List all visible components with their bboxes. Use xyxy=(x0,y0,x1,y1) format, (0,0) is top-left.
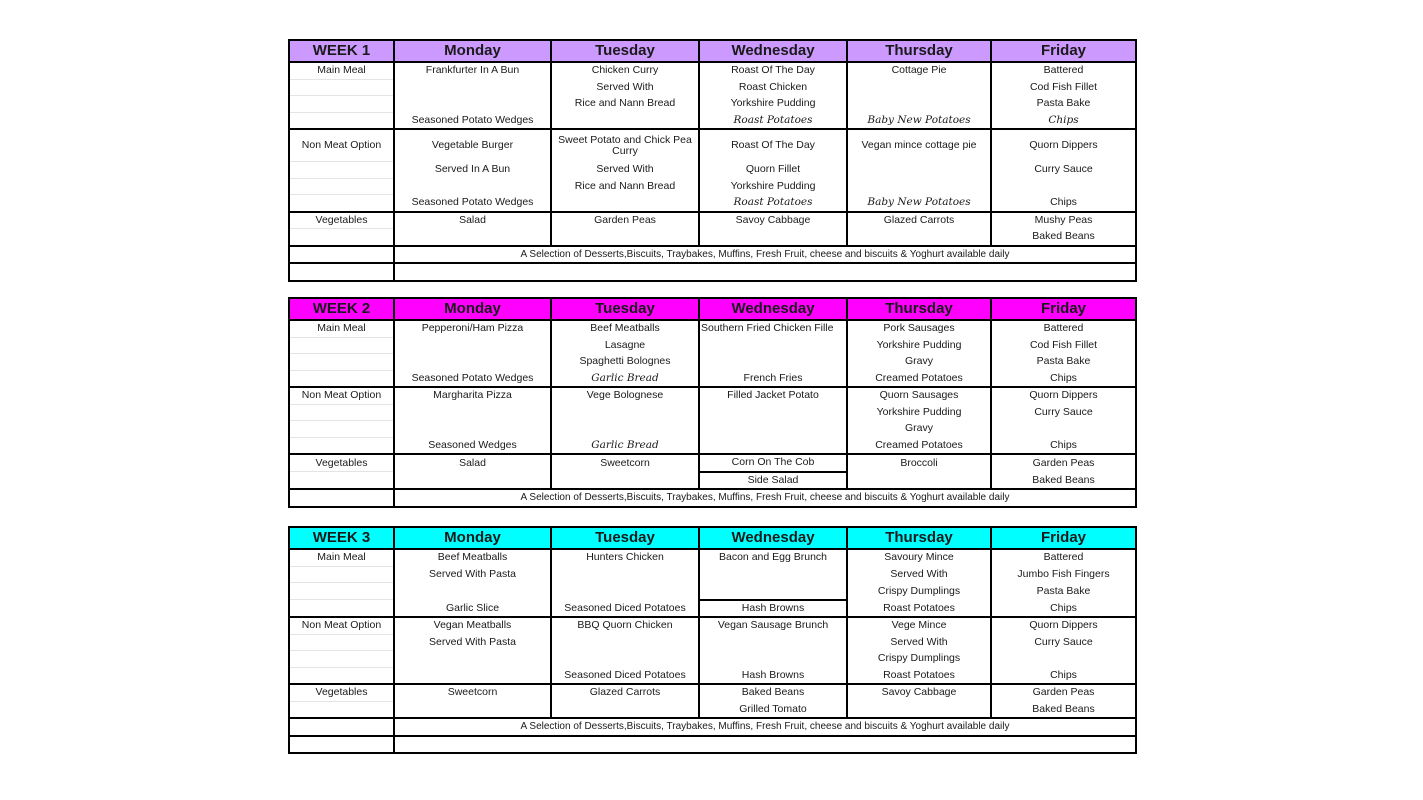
menu-cell xyxy=(551,112,699,129)
menu-cell: Hash Browns xyxy=(699,600,847,618)
menu-cell: Beef Meatballs xyxy=(551,320,699,337)
menu-cell: Lasagne xyxy=(551,337,699,354)
menu-cell xyxy=(551,566,699,583)
section-label-vegetables: Vegetables xyxy=(289,212,394,229)
menu-cell: Served With xyxy=(847,634,991,651)
menu-cell: Roast Of The Day xyxy=(699,129,847,162)
menu-cell: Served With xyxy=(551,162,699,179)
menu-cell: Curry Sauce xyxy=(991,404,1136,421)
menu-cell: Served With xyxy=(847,566,991,583)
label-cell xyxy=(289,96,394,113)
menu-cell: Garden Peas xyxy=(551,212,699,229)
menu-cell: Sweetcorn xyxy=(551,454,699,472)
main-meal-row xyxy=(289,370,1136,387)
main-meal-row xyxy=(289,62,1136,79)
menu-cell: Savoy Cabbage xyxy=(699,212,847,229)
day-header-friday: Friday xyxy=(991,298,1136,320)
menu-cell: Broccoli xyxy=(847,454,991,472)
vegetables-row xyxy=(289,212,1136,229)
main-meal-row xyxy=(289,354,1136,371)
main-meal-row xyxy=(289,583,1136,600)
section-label-non-meat: Non Meat Option xyxy=(289,387,394,404)
menu-cell: Vegan Sausage Brunch xyxy=(699,617,847,634)
menu-cell: Rice and Nann Bread xyxy=(551,178,699,195)
menu-cell: Chips xyxy=(991,667,1136,684)
menu-cell xyxy=(699,229,847,246)
desserts-row xyxy=(289,489,1136,507)
menu-cell: Roast Of The Day xyxy=(699,62,847,79)
label-cell xyxy=(289,354,394,371)
menu-cell: Vegetable Burger xyxy=(394,129,551,162)
menu-cell: Grilled Tomato xyxy=(699,701,847,718)
non-meat-row xyxy=(289,195,1136,212)
menu-cell xyxy=(847,229,991,246)
section-label-main: Main Meal xyxy=(289,549,394,566)
menu-cell xyxy=(394,701,551,718)
blank-cell xyxy=(394,736,1136,754)
menu-cell xyxy=(847,96,991,113)
label-cell xyxy=(289,263,394,281)
menu-cell xyxy=(394,421,551,438)
label-cell xyxy=(289,667,394,684)
non-meat-row xyxy=(289,129,1136,162)
menu-cell: Yorkshire Pudding xyxy=(699,178,847,195)
desserts-note: A Selection of Desserts,Biscuits, Traybakes, Muffins, Fresh Fruit, cheese and biscuits & Yoghurt available daily xyxy=(394,489,1136,507)
menu-cell: Pasta Bake xyxy=(991,354,1136,371)
label-cell xyxy=(289,178,394,195)
menu-cell: Chips xyxy=(991,437,1136,454)
label-cell xyxy=(289,489,394,507)
section-label-main: Main Meal xyxy=(289,320,394,337)
day-header-thursday: Thursday xyxy=(847,298,991,320)
week-title: WEEK 3 xyxy=(289,527,394,549)
menu-cell: Margharita Pizza xyxy=(394,387,551,404)
main-meal-row xyxy=(289,337,1136,354)
day-header-friday: Friday xyxy=(991,40,1136,62)
menu-cell xyxy=(847,162,991,179)
menu-cell: Gravy xyxy=(847,421,991,438)
label-cell xyxy=(289,634,394,651)
vegetables-row xyxy=(289,701,1136,718)
menu-cell xyxy=(551,651,699,668)
vegetables-row xyxy=(289,229,1136,246)
menu-cell: Roast Potatoes xyxy=(847,600,991,618)
menu-cell: Pork Sausages xyxy=(847,320,991,337)
main-meal-row xyxy=(289,566,1136,583)
menu-cell: Served In A Bun xyxy=(394,162,551,179)
menu-cell xyxy=(699,583,847,600)
menu-cell: Served With xyxy=(551,79,699,96)
menu-cell: Glazed Carrots xyxy=(847,212,991,229)
label-cell xyxy=(289,718,394,736)
desserts-note: A Selection of Desserts,Biscuits, Traybakes, Muffins, Fresh Fruit, cheese and biscuits & Yoghurt available daily xyxy=(394,246,1136,264)
menu-cell: Roast Potatoes xyxy=(847,667,991,684)
non-meat-row xyxy=(289,651,1136,668)
week-1-header-row xyxy=(289,40,1136,62)
menu-cell: Seasoned Wedges xyxy=(394,437,551,454)
menu-cell: Savoy Cabbage xyxy=(847,684,991,701)
desserts-row xyxy=(289,718,1136,736)
main-meal-row xyxy=(289,79,1136,96)
menu-cell xyxy=(394,354,551,371)
menu-cell: Garlic Bread xyxy=(551,370,699,387)
day-header-wednesday: Wednesday xyxy=(699,298,847,320)
menu-cell xyxy=(394,79,551,96)
blank-cell xyxy=(394,263,1136,281)
blank-row xyxy=(289,263,1136,281)
section-label-non-meat: Non Meat Option xyxy=(289,129,394,162)
label-cell xyxy=(289,246,394,264)
day-header-monday: Monday xyxy=(394,298,551,320)
menu-cell: Crispy Dumplings xyxy=(847,651,991,668)
menu-cell: Bacon and Egg Brunch xyxy=(699,549,847,566)
label-cell xyxy=(289,651,394,668)
menu-cell: Pasta Bake xyxy=(991,583,1136,600)
menu-cell xyxy=(699,354,847,371)
menu-cell xyxy=(394,178,551,195)
menu-cell: BBQ Quorn Chicken xyxy=(551,617,699,634)
day-header-thursday: Thursday xyxy=(847,40,991,62)
menu-cell: Beef Meatballs xyxy=(394,549,551,566)
non-meat-row xyxy=(289,634,1136,651)
menu-cell: Pepperoni/Ham Pizza xyxy=(394,320,551,337)
menu-cell: Roast Potatoes xyxy=(699,112,847,129)
menu-cell: Chips xyxy=(991,600,1136,618)
day-header-monday: Monday xyxy=(394,40,551,62)
menu-cell: Cod Fish Fillet xyxy=(991,337,1136,354)
label-cell xyxy=(289,404,394,421)
desserts-row xyxy=(289,246,1136,264)
menu-cell xyxy=(551,195,699,212)
menu-cell xyxy=(991,178,1136,195)
menu-cell: Battered xyxy=(991,549,1136,566)
menu-cell: Served With Pasta xyxy=(394,634,551,651)
week-3-header-row xyxy=(289,527,1136,549)
menu-cell: Curry Sauce xyxy=(991,634,1136,651)
menu-cell xyxy=(847,701,991,718)
menu-cell: Filled Jacket Potato xyxy=(699,387,847,404)
menu-cell: Baked Beans xyxy=(991,472,1136,490)
menu-cell: Served With Pasta xyxy=(394,566,551,583)
non-meat-row xyxy=(289,387,1136,404)
menu-cell: Quorn Fillet xyxy=(699,162,847,179)
week-3-table xyxy=(288,526,1137,754)
day-header-tuesday: Tuesday xyxy=(551,298,699,320)
label-cell xyxy=(289,600,394,618)
label-cell xyxy=(289,229,394,246)
menu-cell xyxy=(394,404,551,421)
menu-cell: Seasoned Potato Wedges xyxy=(394,112,551,129)
day-header-tuesday: Tuesday xyxy=(551,527,699,549)
label-cell xyxy=(289,437,394,454)
menu-cell: Quorn Dippers xyxy=(991,387,1136,404)
menu-cell: Chips xyxy=(991,370,1136,387)
day-header-monday: Monday xyxy=(394,527,551,549)
menu-cell: Creamed Potatoes xyxy=(847,437,991,454)
menu-cell xyxy=(394,667,551,684)
menu-cell: Sweet Potato and Chick Pea Curry xyxy=(551,129,699,162)
label-cell xyxy=(289,370,394,387)
menu-cell xyxy=(699,651,847,668)
day-header-wednesday: Wednesday xyxy=(699,40,847,62)
main-meal-row xyxy=(289,112,1136,129)
main-meal-row xyxy=(289,549,1136,566)
menu-cell: Vege Bolognese xyxy=(551,387,699,404)
vegetables-row xyxy=(289,684,1136,701)
week-2-table xyxy=(288,297,1137,508)
label-cell xyxy=(289,79,394,96)
menu-cell: Frankfurter In A Bun xyxy=(394,62,551,79)
section-label-vegetables: Vegetables xyxy=(289,454,394,472)
menu-cell: Side Salad xyxy=(699,472,847,490)
menu-cell: Garden Peas xyxy=(991,684,1136,701)
main-meal-row xyxy=(289,320,1136,337)
week-title: WEEK 2 xyxy=(289,298,394,320)
menu-cell xyxy=(847,178,991,195)
menu-cell: Yorkshire Pudding xyxy=(699,96,847,113)
menu-cell: Chips xyxy=(991,195,1136,212)
week-title: WEEK 1 xyxy=(289,40,394,62)
menu-cell: Chicken Curry xyxy=(551,62,699,79)
day-header-tuesday: Tuesday xyxy=(551,40,699,62)
menu-cell: Seasoned Potato Wedges xyxy=(394,370,551,387)
menu-cell xyxy=(847,472,991,490)
menu-cell: Garlic Bread xyxy=(551,437,699,454)
menu-cell: Savoury Mince xyxy=(847,549,991,566)
menu-cell xyxy=(699,404,847,421)
menu-cell: Baked Beans xyxy=(991,229,1136,246)
section-label-non-meat: Non Meat Option xyxy=(289,617,394,634)
vegetables-row xyxy=(289,454,1136,472)
menu-cell: Hash Browns xyxy=(699,667,847,684)
menu-cell: Garlic Slice xyxy=(394,600,551,618)
menu-cell: Creamed Potatoes xyxy=(847,370,991,387)
section-label-main: Main Meal xyxy=(289,62,394,79)
main-meal-row xyxy=(289,600,1136,618)
menu-cell: Mushy Peas xyxy=(991,212,1136,229)
menu-cell xyxy=(991,651,1136,668)
menu-cell: Hunters Chicken xyxy=(551,549,699,566)
menu-cell xyxy=(551,583,699,600)
menu-cell: Sweetcorn xyxy=(394,684,551,701)
label-cell xyxy=(289,421,394,438)
menu-cell: Quorn Sausages xyxy=(847,387,991,404)
menu-cell xyxy=(551,404,699,421)
menu-cell: Seasoned Diced Potatoes xyxy=(551,600,699,618)
menu-cell: Baby New Potatoes xyxy=(847,195,991,212)
menu-cell: Roast Chicken xyxy=(699,79,847,96)
menu-cell: Corn On The Cob xyxy=(699,454,847,472)
menu-cell xyxy=(699,634,847,651)
menu-cell: Jumbo Fish Fingers xyxy=(991,566,1136,583)
label-cell xyxy=(289,337,394,354)
week-1-table xyxy=(288,39,1137,282)
menu-cell xyxy=(394,651,551,668)
menu-cell: Baked Beans xyxy=(991,701,1136,718)
menu-cell: Curry Sauce xyxy=(991,162,1136,179)
label-cell xyxy=(289,472,394,490)
menu-cell: Baked Beans xyxy=(699,684,847,701)
label-cell xyxy=(289,162,394,179)
menu-cell xyxy=(699,566,847,583)
menu-cell: Quorn Dippers xyxy=(991,129,1136,162)
menu-cell xyxy=(551,229,699,246)
menu-cell xyxy=(699,337,847,354)
menu-cell: Vegan Meatballs xyxy=(394,617,551,634)
menu-cell: Quorn Dippers xyxy=(991,617,1136,634)
non-meat-row xyxy=(289,421,1136,438)
label-cell xyxy=(289,736,394,754)
menu-cell: Vege Mince xyxy=(847,617,991,634)
menu-cell xyxy=(394,337,551,354)
menu-cell xyxy=(551,701,699,718)
menu-cell xyxy=(394,472,551,490)
menu-cell: Spaghetti Bolognes xyxy=(551,354,699,371)
desserts-note: A Selection of Desserts,Biscuits, Traybakes, Muffins, Fresh Fruit, cheese and biscuits & Yoghurt available daily xyxy=(394,718,1136,736)
menu-cell xyxy=(551,421,699,438)
menu-cell: French Fries xyxy=(699,370,847,387)
menu-cell: Seasoned Diced Potatoes xyxy=(551,667,699,684)
menu-cell: Cottage Pie xyxy=(847,62,991,79)
menu-cell xyxy=(551,472,699,490)
day-header-thursday: Thursday xyxy=(847,527,991,549)
menu-cell: Salad xyxy=(394,454,551,472)
main-meal-row xyxy=(289,96,1136,113)
menu-cell: Glazed Carrots xyxy=(551,684,699,701)
menu-cell: Salad xyxy=(394,212,551,229)
non-meat-row xyxy=(289,617,1136,634)
menu-cell: Yorkshire Pudding xyxy=(847,337,991,354)
menu-cell: Vegan mince cottage pie xyxy=(847,129,991,162)
menu-cell: Battered xyxy=(991,62,1136,79)
day-header-wednesday: Wednesday xyxy=(699,527,847,549)
non-meat-row xyxy=(289,178,1136,195)
menu-cell: Garden Peas xyxy=(991,454,1136,472)
menu-cell xyxy=(551,634,699,651)
label-cell xyxy=(289,112,394,129)
menu-cell xyxy=(394,583,551,600)
menu-cell: Cod Fish Fillet xyxy=(991,79,1136,96)
menu-cell xyxy=(394,96,551,113)
non-meat-row xyxy=(289,667,1136,684)
vegetables-row xyxy=(289,472,1136,490)
menu-cell xyxy=(699,421,847,438)
menu-cell: Pasta Bake xyxy=(991,96,1136,113)
menu-cell: Seasoned Potato Wedges xyxy=(394,195,551,212)
menu-cell: Battered xyxy=(991,320,1136,337)
menu-cell: Roast Potatoes xyxy=(699,195,847,212)
menu-cell: Southern Fried Chicken Fille xyxy=(699,320,847,337)
menu-cell: Chips xyxy=(991,112,1136,129)
label-cell xyxy=(289,566,394,583)
menu-cell xyxy=(699,437,847,454)
day-header-friday: Friday xyxy=(991,527,1136,549)
menu-cell xyxy=(394,229,551,246)
menu-cell xyxy=(847,79,991,96)
blank-row xyxy=(289,736,1136,754)
menu-cell: Gravy xyxy=(847,354,991,371)
label-cell xyxy=(289,583,394,600)
menu-cell: Crispy Dumplings xyxy=(847,583,991,600)
non-meat-row xyxy=(289,437,1136,454)
menu-cell: Yorkshire Pudding xyxy=(847,404,991,421)
non-meat-row xyxy=(289,162,1136,179)
label-cell xyxy=(289,195,394,212)
menu-cell: Baby New Potatoes xyxy=(847,112,991,129)
menu-cell xyxy=(991,421,1136,438)
menu-cell: Rice and Nann Bread xyxy=(551,96,699,113)
section-label-vegetables: Vegetables xyxy=(289,684,394,701)
week-2-header-row xyxy=(289,298,1136,320)
label-cell xyxy=(289,701,394,718)
non-meat-row xyxy=(289,404,1136,421)
